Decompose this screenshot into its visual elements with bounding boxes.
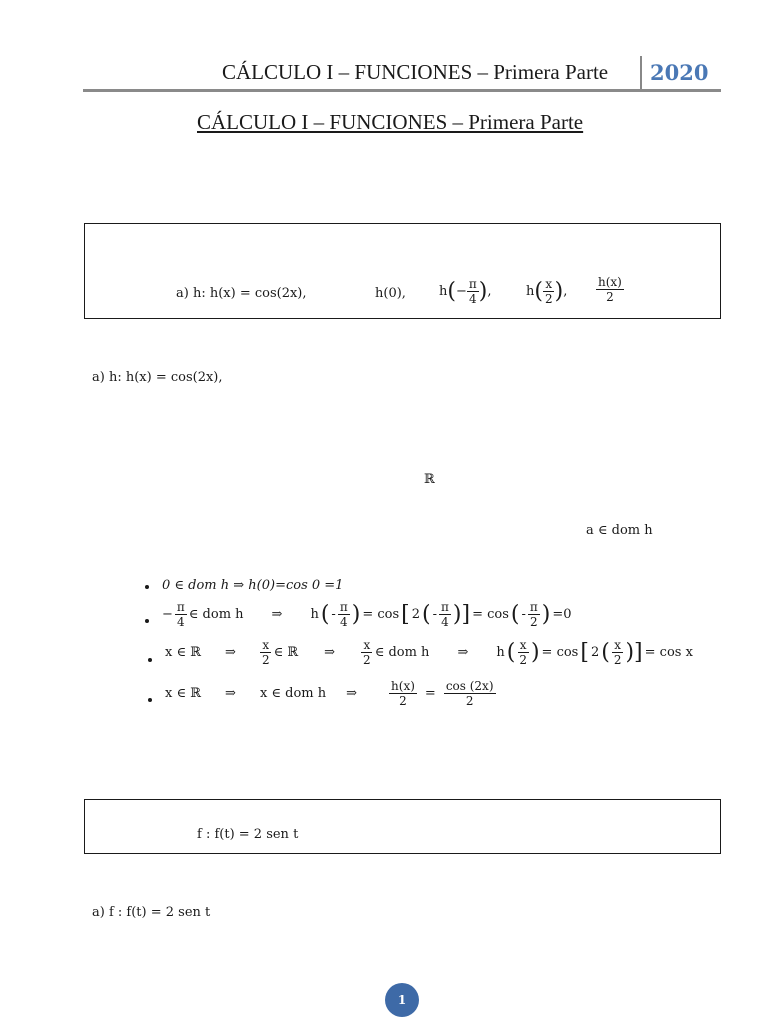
frac-num: x bbox=[614, 638, 622, 652]
h-label: h bbox=[439, 284, 448, 299]
hx-over-2 bbox=[389, 679, 417, 708]
running-header-year: 2020 bbox=[650, 60, 709, 85]
pi-over-4 bbox=[467, 277, 479, 306]
bullet-dot bbox=[148, 658, 152, 662]
bullet-2-row: − $\frac{\pi}{4}$ ∈ dom h ⇒ h ( - $\frac{\pi}{4}$ ) = cos [ 2 ( - $\frac{\pi}{4}$ )] = cos ( - $\frac{\pi}{2}$ ) =0 bbox=[162, 600, 572, 629]
frac-den: 4 bbox=[469, 292, 477, 306]
bullet-dot bbox=[145, 585, 149, 589]
frac-den: 4 bbox=[177, 615, 185, 629]
minus-sign: − bbox=[455, 284, 467, 299]
exercise-box-2 bbox=[84, 799, 721, 854]
frac-num: π bbox=[468, 277, 477, 291]
box2-function: f : f(t) = 2 sen t bbox=[197, 827, 299, 842]
frac-num: cos (2x) bbox=[445, 679, 494, 693]
equals-cos-x: = cos x bbox=[644, 645, 693, 660]
x-over-2 bbox=[260, 638, 272, 667]
bullet-4-row bbox=[165, 679, 496, 708]
x-over-2 bbox=[612, 638, 624, 667]
in-dom-h: ∈ dom h bbox=[188, 607, 244, 622]
close-paren: ) bbox=[478, 278, 488, 304]
exercise-box-1 bbox=[84, 223, 721, 319]
x-over-2 bbox=[361, 638, 373, 667]
bullet-1-text: 0 ∈ dom h ⇒ h(0)=cos 0 =1 bbox=[162, 578, 344, 593]
equals-cos: = cos bbox=[472, 607, 509, 622]
bullet-3-row: x ∈ ℝ ⇒ $\frac{x}{2}$ ∈ ℝ ⇒ $\frac{x}{2}$ ∈ dom h ⇒ h ( $\frac{x}{2}$ ) = cos [ 2 ( $\frac{x}{2}$ )] = cos x bbox=[165, 638, 693, 667]
frac-num: x bbox=[519, 638, 527, 652]
x-over-2 bbox=[543, 277, 555, 306]
bullet-dot bbox=[148, 698, 152, 702]
x-over-2 bbox=[517, 638, 529, 667]
frac-num: π bbox=[529, 600, 538, 614]
frac-num: x bbox=[545, 277, 553, 291]
implies-arrow: ⇒ bbox=[225, 686, 236, 701]
implies-arrow: ⇒ bbox=[225, 645, 236, 660]
open-paren: ( bbox=[534, 278, 543, 304]
section-b-item: a) f : f(t) = 2 sen t bbox=[92, 905, 211, 920]
section-a-item: a) h: h(x) = cos(2x), bbox=[92, 370, 223, 385]
equals-cos: = cos bbox=[541, 645, 579, 660]
implies-arrow: ⇒ bbox=[346, 686, 358, 701]
pi-over-4 bbox=[338, 600, 350, 629]
page-number-badge: 1 bbox=[385, 983, 419, 1017]
h-label: h bbox=[526, 284, 535, 299]
pi-over-4 bbox=[175, 600, 187, 629]
frac-den: 2 bbox=[530, 615, 538, 629]
x-in-reals: x ∈ ℝ bbox=[165, 686, 202, 701]
frac-den: 2 bbox=[606, 290, 614, 304]
running-header-title: CÁLCULO I – FUNCIONES – Primera Parte bbox=[222, 60, 609, 84]
h-label: h bbox=[496, 645, 505, 660]
frac-den: 4 bbox=[441, 615, 449, 629]
a-in-dom-h: a ∈ dom h bbox=[586, 523, 653, 538]
reals-symbol: ℝ bbox=[424, 472, 435, 487]
frac-num: x bbox=[262, 638, 270, 652]
open-paren: ( bbox=[447, 278, 456, 304]
frac-num: h(x) bbox=[391, 679, 415, 693]
cos2x-over-2 bbox=[444, 679, 496, 708]
frac-den: 2 bbox=[363, 653, 371, 667]
in-reals: ∈ ℝ bbox=[273, 645, 299, 660]
x-in-dom-h: x ∈ dom h bbox=[259, 686, 327, 701]
box1-hx-over-2 bbox=[596, 275, 624, 304]
header-separator bbox=[640, 56, 642, 90]
implies-arrow: ⇒ bbox=[271, 607, 283, 622]
document-title: CÁLCULO I – FUNCIONES – Primera Parte bbox=[197, 110, 584, 134]
box1-h-pi4: h ( − $\frac{\pi}{4}$ ) , bbox=[439, 277, 492, 306]
equals-sign: = bbox=[424, 686, 436, 701]
in-dom-h: ∈ dom h bbox=[374, 645, 430, 660]
header-rule bbox=[83, 89, 721, 92]
pi-over-2 bbox=[528, 600, 540, 629]
frac-num: h(x) bbox=[598, 275, 622, 289]
frac-den: 2 bbox=[544, 292, 553, 306]
frac-num: x bbox=[363, 638, 371, 652]
frac-num: π bbox=[176, 600, 185, 614]
equals-cos: = cos bbox=[362, 607, 400, 622]
box1-h-x2: h ( $\frac{x}{2}$ ) , bbox=[526, 277, 568, 306]
box1-item: a) h: h(x) = cos(2x), bbox=[176, 286, 307, 301]
implies-arrow: ⇒ bbox=[324, 645, 336, 660]
frac-num: π bbox=[441, 600, 449, 614]
box1-h0: h(0), bbox=[375, 286, 406, 301]
minus-sign: − bbox=[162, 607, 173, 622]
bullet-dot bbox=[145, 619, 149, 623]
frac-den: 2 bbox=[519, 653, 527, 667]
frac-den: 2 bbox=[465, 694, 474, 708]
close-paren: ) bbox=[554, 278, 564, 304]
frac-num: π bbox=[339, 600, 348, 614]
implies-arrow: ⇒ bbox=[457, 645, 469, 660]
frac-den: 4 bbox=[339, 615, 348, 629]
pi-over-4 bbox=[439, 600, 451, 629]
frac-den: 2 bbox=[613, 653, 622, 667]
frac-den: 2 bbox=[261, 653, 270, 667]
h-label: h bbox=[310, 607, 319, 622]
x-in-reals: x ∈ ℝ bbox=[165, 645, 202, 660]
frac-den: 2 bbox=[399, 694, 407, 708]
equals-zero: =0 bbox=[552, 607, 572, 622]
